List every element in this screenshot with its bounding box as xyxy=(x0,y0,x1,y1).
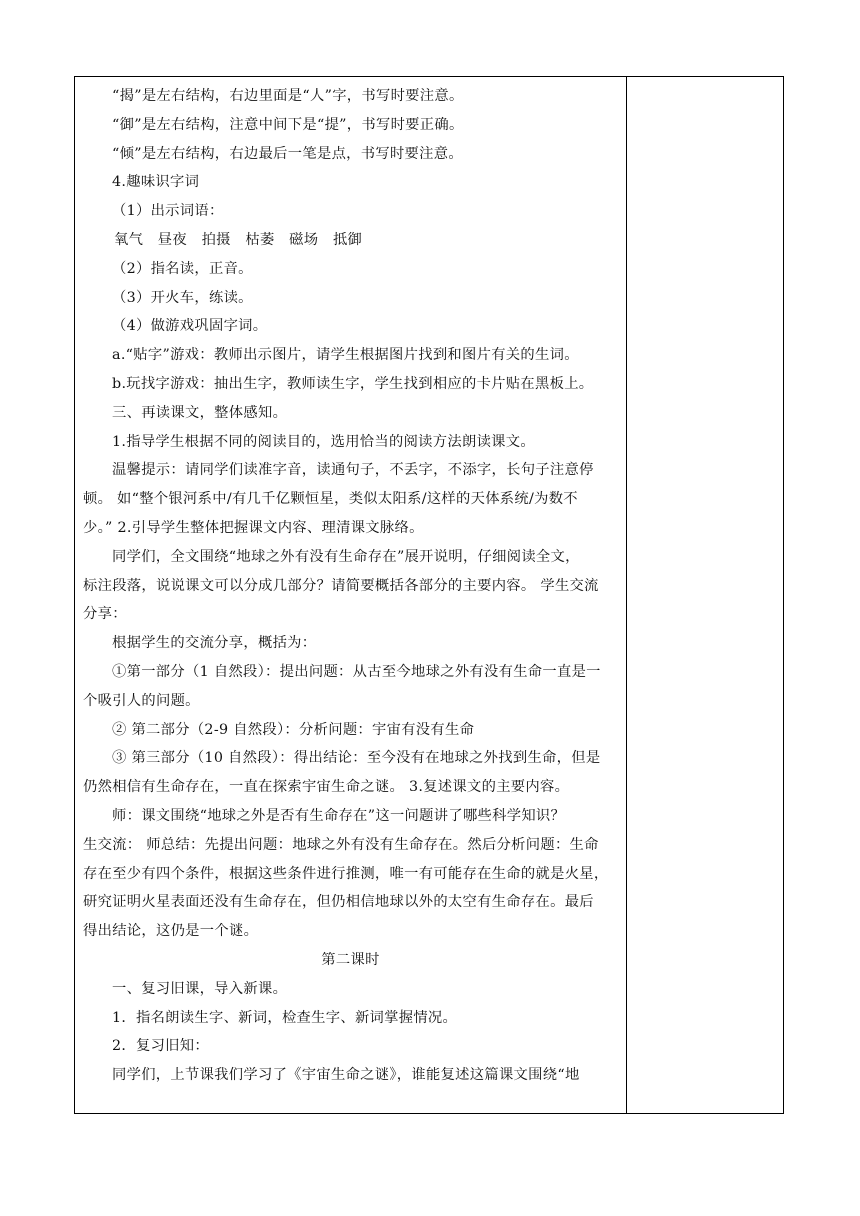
text-line: 存在至少有四个条件，根据这些条件进行推测，唯一有可能存在生命的就是火星， xyxy=(83,865,609,882)
text-line: 得出结论，这仍是一个谜。 xyxy=(83,923,259,940)
text-line: ①第一部分（1 自然段）：提出问题：从古至今地球之外有没有生命一直是一 xyxy=(112,663,601,680)
text-line: （2）指名读，正音。 xyxy=(112,260,253,277)
text-line: a.“贴字”游戏：教师出示图片，请学生根据图片找到和图片有关的生词。 xyxy=(112,347,579,364)
text-line: （4）做游戏巩固字词。 xyxy=(112,318,268,335)
text-line: ③ 第三部分（10 自然段）：得出结论：至今没有在地球之外找到生命，但是 xyxy=(112,750,601,767)
text-line: （3）开火车，练读。 xyxy=(112,289,253,306)
text-line: 少。” 2.引导学生整体把握课文内容、理清课文脉络。 xyxy=(83,519,424,536)
text-line: 研究证明火星表面还没有生命存在，但仍相信地球以外的太空有生命存在。最后 xyxy=(83,894,594,911)
text-line: 1.指导学生根据不同的阅读目的，选用恰当的阅读方法朗读课文。 xyxy=(112,433,535,450)
text-line: 顿。 如“整个银河系中/有几千亿颗恒星，类似太阳系/这样的天体系统/为数不 xyxy=(83,491,578,508)
text-line: “御”是左右结构，注意中间下是“提”，书写时要正确。 xyxy=(112,116,464,133)
text-line: 4.趣味识字词 xyxy=(112,174,200,191)
notes-cell xyxy=(627,77,783,1113)
text-line: 师：课文围绕“地球之外是否有生命存在”这一问题讲了哪些科学知识？ xyxy=(112,807,566,824)
text-line: “揭”是左右结构，右边里面是“人”字，书写时要注意。 xyxy=(112,88,464,104)
text-line: 分享： xyxy=(83,606,127,623)
text-line: 2．复习旧知： xyxy=(112,1038,209,1055)
text-line: 仍然相信有生命存在，一直在探索宇宙生命之谜。 3.复述课文的主要内容。 xyxy=(83,779,570,796)
text-line: 同学们，全文围绕“地球之外有没有生命存在”展开说明，仔细阅读全文， xyxy=(112,548,580,565)
text-line: 个吸引人的问题。 xyxy=(83,692,200,709)
text-line: 标注段落，说说课文可以分成几部分？请简要概括各部分的主要内容。 学生交流 xyxy=(83,577,599,594)
lesson-plan-table xyxy=(74,76,784,1114)
text-line: “倾”是左右结构，右边最后一笔是点，书写时要注意。 xyxy=(112,145,463,162)
section-title: 第二课时 xyxy=(321,951,380,968)
text-line: ② 第二部分（2-9 自然段）：分析问题：宇宙有没有生命 xyxy=(112,721,475,738)
text-line: 温馨提示：请同学们读准字音，读通句子，不丢字，不添字，长句子注意停 xyxy=(112,462,594,479)
text-line: 三、再读课文，整体感知。 xyxy=(112,404,288,421)
text-line: 氧气 昼夜 拍摄 枯萎 磁场 抵御 xyxy=(114,231,363,248)
text-line: 同学们，上节课我们学习了《宇宙生命之谜》，谁能复述这篇课文围绕“地 xyxy=(112,1067,580,1084)
text-line: b.玩找字游戏：抽出生字，教师读生字，学生找到相应的卡片贴在黑板上。 xyxy=(112,375,594,392)
text-line: 一、复习旧课，导入新课。 xyxy=(112,980,288,997)
text-line: 1．指名朗读生字、新词，检查生字、新词掌握情况。 xyxy=(112,1009,458,1026)
text-line: （1）出示词语： xyxy=(112,203,224,220)
text-line: 根据学生的交流分享，概括为： xyxy=(112,635,317,652)
text-line: 生交流： 师总结：先提出问题：地球之外有没有生命存在。然后分析问题：生命 xyxy=(83,836,599,853)
lesson-content-cell xyxy=(83,77,626,1090)
